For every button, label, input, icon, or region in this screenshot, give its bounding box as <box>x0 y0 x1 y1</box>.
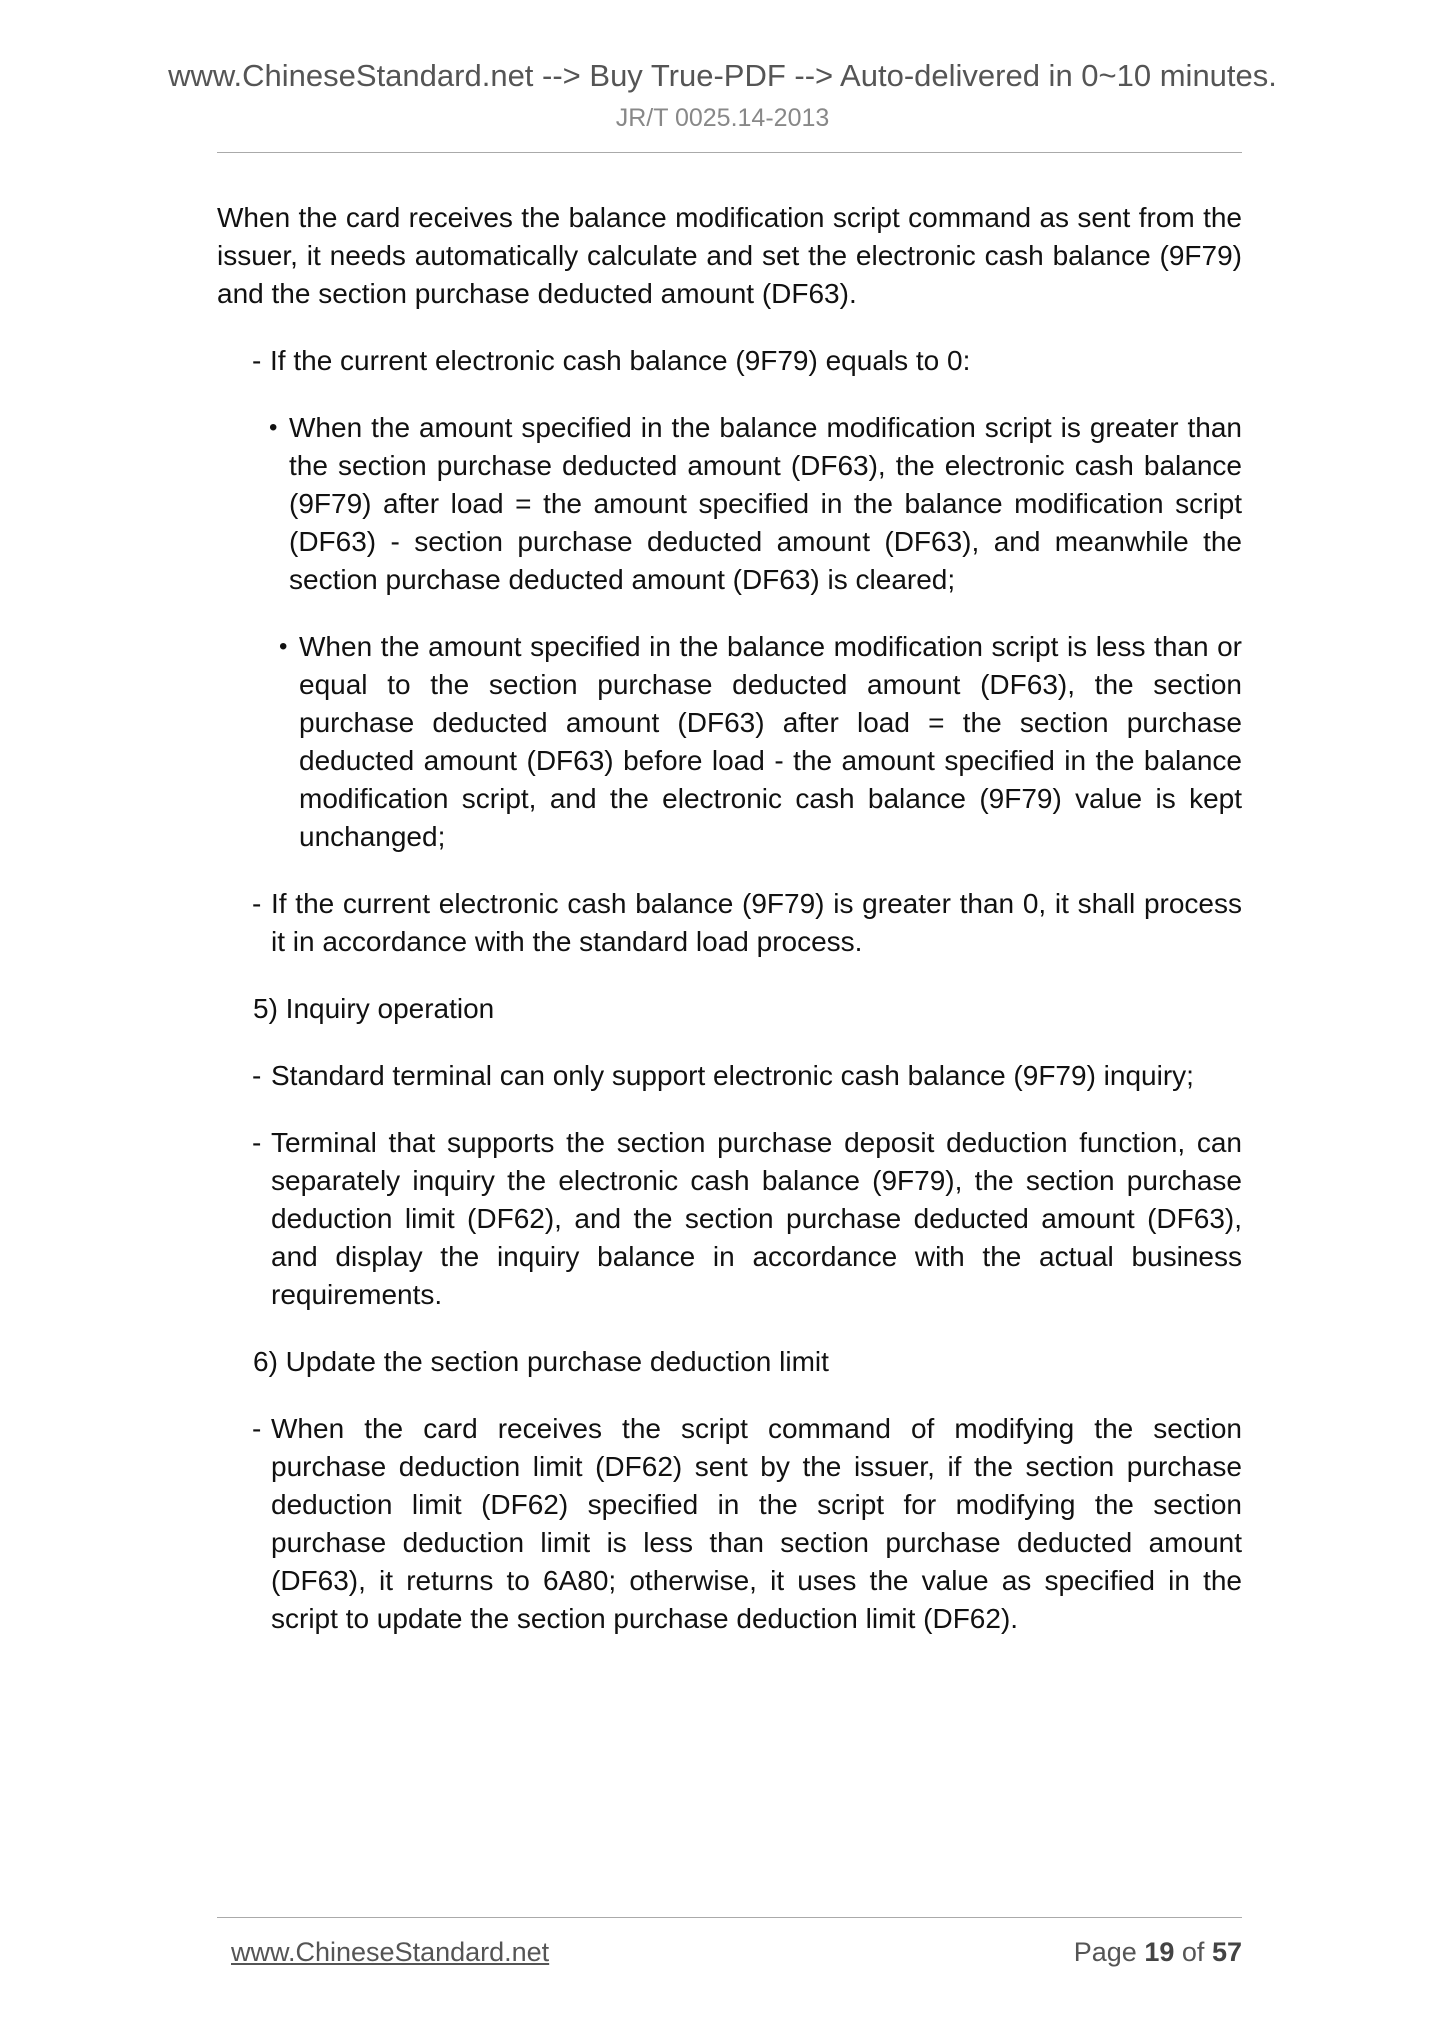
standard-number: JR/T 0025.14-2013 <box>615 104 830 132</box>
page-body <box>217 199 1242 1638</box>
dash-marker: - <box>252 1413 262 1444</box>
footer-divider <box>217 1917 1242 1918</box>
header-banner: www.ChineseStandard.net --> Buy True-PDF --> Auto-delivered in 0~10 minutes. <box>168 58 1277 93</box>
list-item-text: When the card receives the script command of modifying the section purchase deduction limit (DF62) sent by the issuer, if the section purchase deduction limit (DF62) specified in the script for modifying the section purchase deduction limit is less than section purchase deducted amount (DF63), it returns to 6A80; otherwise, it uses the value as specified in the script to update the section purchase deduction limit (DF62). <box>271 1413 1242 1634</box>
section-heading-update: 6) Update the section purchase deduction limit <box>253 1346 829 1377</box>
page-counter <box>1074 1937 1242 1968</box>
bullet-text: When the amount specified in the balance modification script is less than or equal to the section purchase deducted amount (DF63), the section purchase deducted amount (DF63) after load = the section purchase deducted amount (DF63) before load - the amount specified in the balance modification script, and the electronic cash balance (9F79) value is kept unchanged; <box>299 631 1242 852</box>
footer-site-link[interactable]: www.ChineseStandard.net <box>231 1937 550 1967</box>
list-item-update <box>217 1410 1242 1638</box>
dash-marker: - <box>252 345 262 376</box>
bullet-item-greater <box>217 409 1242 599</box>
page-of: of <box>1181 1937 1205 1967</box>
dash-marker: - <box>252 888 262 919</box>
bullet-marker: • <box>269 414 278 441</box>
header-divider <box>217 152 1242 153</box>
list-item-text: If the current electronic cash balance (9F79) is greater than 0, it shall process it in accordance with the standard load process. <box>271 888 1242 957</box>
list-item-if-greater <box>217 885 1242 961</box>
list-item-text: Terminal that supports the section purchase deposit deduction function, can separately inquiry the electronic cash balance (9F79), the section purchase deduction limit (DF62), and the section purchase deducted amount (DF63), and display the inquiry balance in accordance with the actual business requirements. <box>271 1127 1242 1310</box>
intro-paragraph: When the card receives the balance modification script command as sent from the issuer, it needs automatically calculate and set the electronic cash balance (9F79) and the section purchase deducted amount (DF63). <box>217 202 1242 309</box>
bullet-text: When the amount specified in the balance modification script is greater than the section purchase deducted amount (DF63), the electronic cash balance (9F79) after load = the amount specified in the balance modification script (DF63) - section purchase deducted amount (DF63), and meanwhile the section purchase deducted amount (DF63) is cleared; <box>289 412 1242 595</box>
bullet-marker: • <box>279 633 288 660</box>
list-item-text: If the current electronic cash balance (9F79) equals to 0: <box>270 345 971 376</box>
list-item-inquiry-standard <box>217 1057 1242 1095</box>
dash-marker: - <box>252 1060 262 1091</box>
page-footer <box>0 1937 1445 1977</box>
page-current: 19 <box>1144 1937 1175 1967</box>
bullet-item-less <box>217 628 1242 856</box>
page-header <box>0 58 1445 133</box>
dash-marker: - <box>252 1127 262 1158</box>
section-heading-inquiry: 5) Inquiry operation <box>253 993 495 1024</box>
page-prefix: Page <box>1073 1937 1137 1967</box>
list-item-text: Standard terminal can only support electronic cash balance (9F79) inquiry; <box>271 1060 1194 1091</box>
list-item-if-zero <box>217 342 1242 380</box>
list-item-inquiry-section <box>217 1124 1242 1314</box>
page-total: 57 <box>1211 1937 1242 1967</box>
